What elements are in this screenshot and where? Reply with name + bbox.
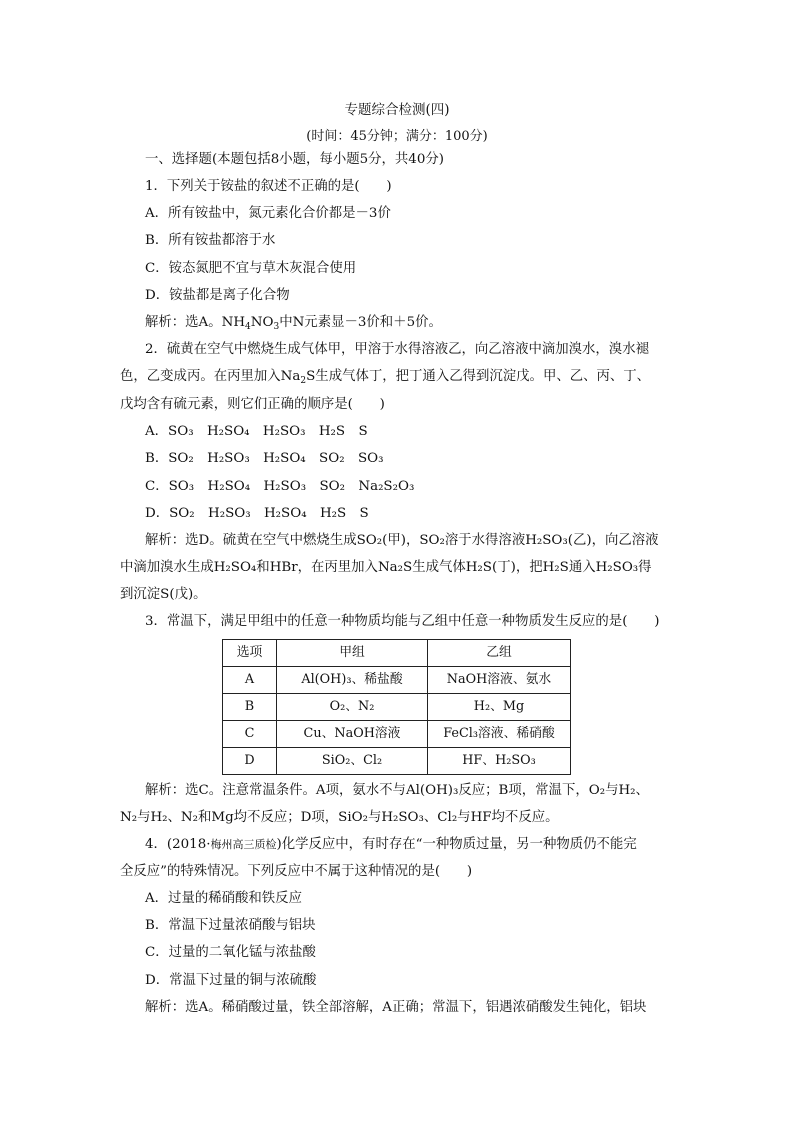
q1-option-a: A．所有铵盐中，氮元素化合价都是－3价 bbox=[145, 206, 391, 221]
table-row bbox=[223, 694, 571, 721]
q4-option-b: B．常温下过量浓硝酸与铝块 bbox=[145, 918, 316, 933]
table-row bbox=[223, 748, 571, 775]
q4-stem-line-1 bbox=[145, 836, 637, 854]
q3-stem: 3．常温下，满足甲组中的任意一种物质均能与乙组中任意一种物质发生反应的是( ) bbox=[145, 614, 660, 629]
table-cell: B bbox=[223, 694, 277, 721]
q2-option-a: A．SO₃ H₂SO₄ H₂SO₃ H₂S S bbox=[145, 424, 368, 439]
table-cell: NaOH溶液、氨水 bbox=[428, 667, 571, 694]
q1-answer-part-3: 中N元素显－3价和＋5价。 bbox=[279, 315, 442, 330]
q4-source: 梅州高三质检 bbox=[210, 838, 277, 851]
q2-answer-line-3: 到沉淀S(戊)。 bbox=[120, 587, 207, 602]
q2-stem-line-2a: 色，乙变成丙。在丙里加入Na bbox=[120, 369, 301, 384]
q4-option-c: C．过量的二氧化锰与浓盐酸 bbox=[145, 945, 316, 960]
table-cell: D bbox=[223, 748, 277, 775]
q4-stem-line-1a: 4．(2018· bbox=[145, 837, 211, 852]
table-cell: A bbox=[223, 667, 277, 694]
table-header-row bbox=[223, 640, 571, 667]
q2-stem-line-1: 2．硫黄在空气中燃烧生成气体甲，甲溶于水得溶液乙，向乙溶液中滴加溴水，溴水褪 bbox=[145, 342, 649, 357]
page-subtitle: (时间：45分钟；满分：100分) bbox=[306, 129, 488, 144]
table-cell: Cu、NaOH溶液 bbox=[277, 721, 428, 748]
q2-stem-line-2: 色，乙变成丙。在丙里加入$Na_2S$生成气体丁，把丁通入乙得到沉淀戊。甲、乙、丙、丁、 bbox=[120, 369, 651, 386]
table-row bbox=[223, 667, 571, 694]
q2-answer-line-2: 中滴加溴水生成H₂SO₄和HBr，在丙里加入Na₂S生成气体H₂S(丁)，把H₂S通入H₂SO₃得 bbox=[120, 560, 652, 575]
q1-option-d: D．铵盐都是离子化合物 bbox=[145, 288, 290, 303]
q4-stem-line-2: 全反应”的特殊情况。下列反应中不属于这种情况的是( ) bbox=[120, 864, 473, 879]
q3-table bbox=[222, 639, 571, 775]
q2-option-c: C．SO₃ H₂SO₄ H₂SO₃ SO₂ Na₂S₂O₃ bbox=[145, 479, 415, 494]
table-cell: C bbox=[223, 721, 277, 748]
q1-answer: 解析：选A。$NH_4NO_3$中N元素显－3价和＋5价。 bbox=[145, 315, 442, 332]
q2-answer-line-1: 解析：选D。硫黄在空气中燃烧生成SO₂(甲)，SO₂溶于水得溶液H₂SO₃(乙)，向乙溶液 bbox=[145, 533, 659, 548]
q4-option-d: D．常温下过量的铜与浓硫酸 bbox=[145, 973, 317, 988]
q4-stem-line-1b: )化学反应中，有时存在“一种物质过量，另一种物质仍不能完 bbox=[276, 837, 637, 852]
q1-answer-part-1: 解析：选A。NH bbox=[145, 315, 246, 330]
table-cell: HF、H₂SO₃ bbox=[428, 748, 571, 775]
q3-answer-line-1: 解析：选C。注意常温条件。A项，氨水不与Al(OH)₃反应；B项，常温下，O₂与H₂、 bbox=[145, 783, 649, 798]
table-header-cell: 选项 bbox=[223, 640, 277, 667]
q1-stem: 1．下列关于铵盐的叙述不正确的是( ) bbox=[145, 179, 392, 194]
q2-option-d: D．SO₂ H₂SO₃ H₂SO₄ H₂S S bbox=[145, 506, 369, 521]
table-cell: Al(OH)₃、稀盐酸 bbox=[277, 667, 428, 694]
q1-answer-part-2: NO bbox=[250, 315, 274, 330]
table-header-cell: 甲组 bbox=[277, 640, 428, 667]
table-cell: SiO₂、Cl₂ bbox=[277, 748, 428, 775]
q2-stem-line-3: 戊均含有硫元素，则它们正确的顺序是( ) bbox=[120, 397, 385, 412]
q3-answer-line-2: N₂与H₂、N₂和Mg均不反应；D项，SiO₂与H₂SO₃、Cl₂与HF均不反应。 bbox=[120, 810, 559, 825]
q1-option-b: B．所有铵盐都溶于水 bbox=[145, 233, 276, 248]
q2-stem-line-2b: S生成气体丁，把丁通入乙得到沉淀戊。甲、乙、丙、丁、 bbox=[306, 369, 651, 384]
q4-option-a: A．过量的稀硝酸和铁反应 bbox=[145, 891, 302, 906]
table-cell: FeCl₃溶液、稀硝酸 bbox=[428, 721, 571, 748]
section-heading: 一、选择题(本题包括8小题，每小题5分，共40分) bbox=[145, 152, 444, 167]
table-cell: H₂、Mg bbox=[428, 694, 571, 721]
table-row bbox=[223, 721, 571, 748]
q2-option-b: B．SO₂ H₂SO₃ H₂SO₄ SO₂ SO₃ bbox=[145, 451, 384, 466]
q4-answer-line-1: 解析：选A。稀硝酸过量，铁全部溶解，A正确；常温下，铝遇浓硝酸发生钝化，铝块 bbox=[145, 1000, 647, 1015]
q1-option-c: C．铵态氮肥不宜与草木灰混合使用 bbox=[145, 261, 357, 276]
page-title: 专题综合检测(四) bbox=[344, 102, 450, 118]
table-header-cell: 乙组 bbox=[428, 640, 571, 667]
table-cell: O₂、N₂ bbox=[277, 694, 428, 721]
